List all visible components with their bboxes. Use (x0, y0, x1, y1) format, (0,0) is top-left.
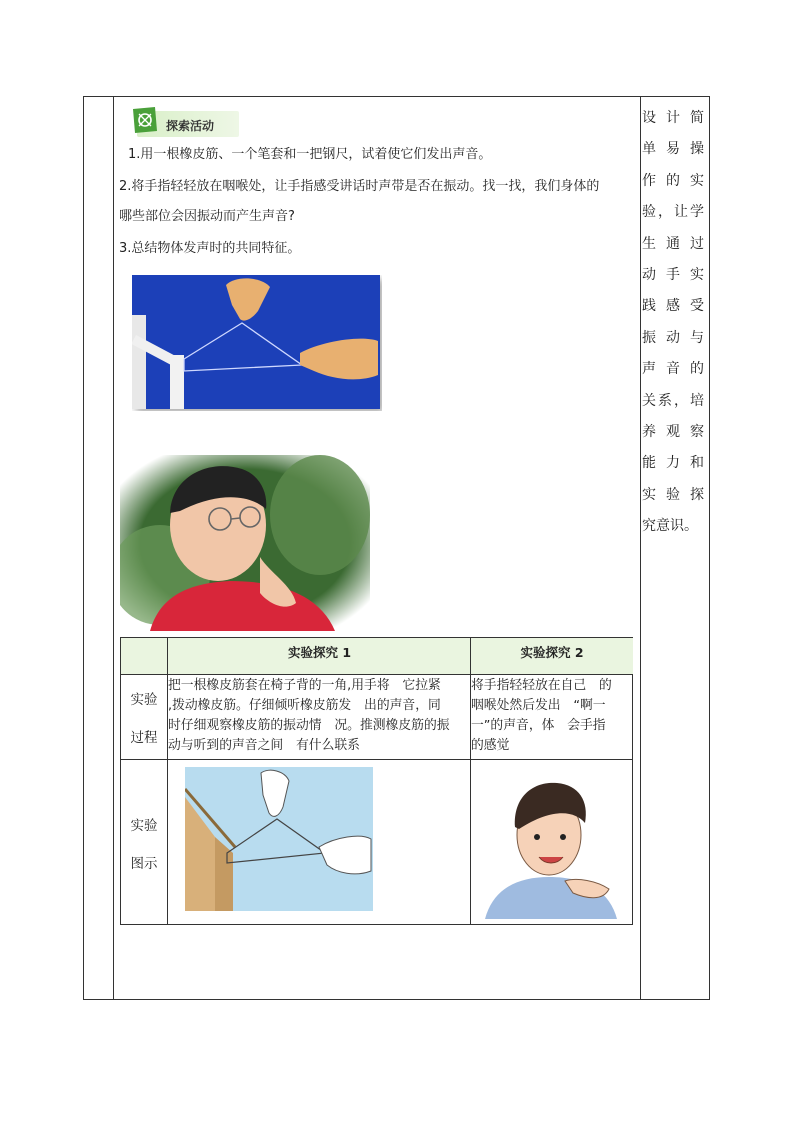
activity-item-2-cont: 哪些部位会因振动而产生声音? (119, 209, 295, 224)
design-note: 设计简 单易操 作的实 验，让学 生通过 动手实 践感受 振动与 声音的 关系，培 养观察 能力和 实验探 究意识。 (642, 110, 704, 535)
table-header-row (121, 638, 633, 674)
row-label-illustration: 实验 图示 (130, 818, 158, 872)
experiment-table (120, 637, 633, 925)
experiment-2-process: 将手指轻轻放在自己 的 咽喉处然后发出 “啊一 一”的声音，体 会手指 的感觉 (471, 678, 612, 753)
badge-label: 探索活动 (166, 119, 215, 133)
activity-item-1: 1.用一根橡皮筋、一个笔套和一把钢尺，试着使它们发出声音。 (128, 147, 492, 162)
activity-item-3: 3.总结物体发声时的共同特征。 (119, 241, 301, 256)
rubber-band-drawing (185, 767, 373, 911)
column-divider (640, 97, 641, 999)
header-experiment-2: 实验探究 2 (520, 645, 584, 660)
boy-throat-drawing (479, 777, 621, 919)
activity-badge (129, 105, 239, 137)
column-divider (113, 97, 114, 999)
boy-throat-photo (120, 455, 370, 631)
exploration-icon (129, 105, 159, 135)
header-experiment-1: 实验探究 1 (287, 645, 352, 660)
row-label-process: 实验 过程 (130, 692, 158, 746)
rubber-band-photo (132, 275, 382, 411)
activity-item-2: 2.将手指轻轻放在咽喉处，让手指感受讲话时声带是否在振动。找一找，我们身体的 (119, 179, 600, 194)
experiment-1-process: 把一根橡皮筋套在椅子背的一角,用手将 它拉紧 ,拨动橡皮筋。仔细倾听橡皮筋发 出的声音，同 时仔细观察橡皮筋的振动情 况。推测橡皮筋的振 动与听到的声音之间 有什么联系 (168, 678, 450, 753)
